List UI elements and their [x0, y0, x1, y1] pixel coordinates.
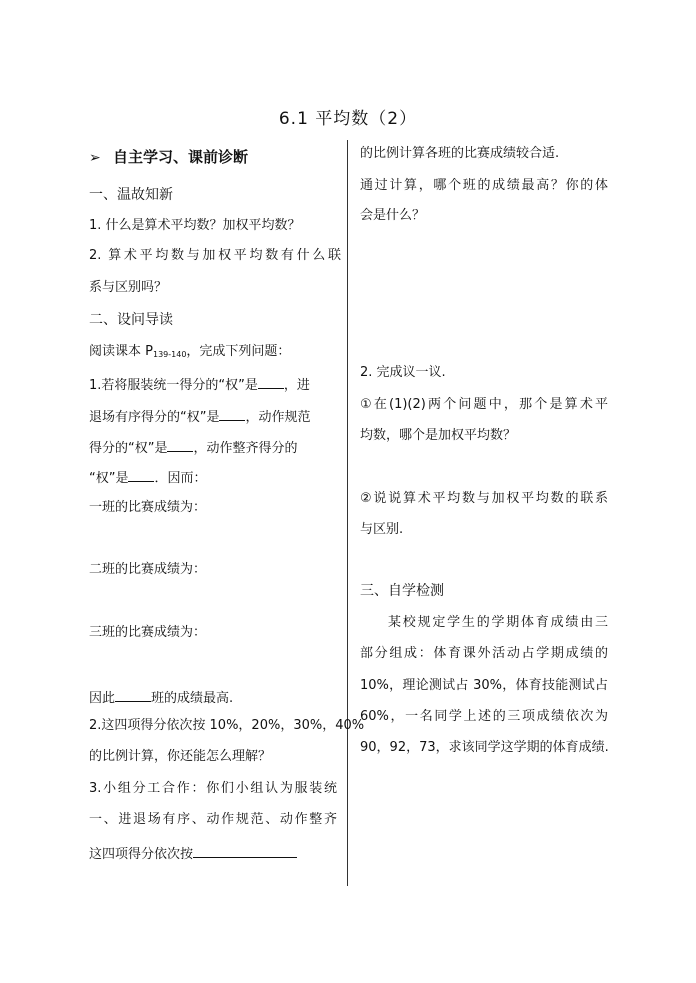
calc-question-line-1: 通过计算，哪个班的成绩最高？你的体 [360, 178, 608, 193]
blank-weight-standard[interactable] [167, 437, 193, 452]
subheading-self-test: 三、自学检测 [360, 583, 444, 599]
discussion-a-line-1: ①在(1)(2)两个问题中，那个是算术平 [360, 397, 608, 412]
reading-instruction: 阅读课本 $P_{139-140}$，完成下列问题： [89, 344, 291, 359]
problem-1-line-3: 得分的“权”是 ，动作整齐得分的 [89, 437, 298, 458]
class-2-score: 二班的比赛成绩为： [89, 562, 207, 577]
problem-1-line-4: “权”是 ．因而： [89, 467, 207, 488]
test-line-3: 10%，理论测试占 30%，体育技能测试占 [360, 678, 608, 693]
conclusion-line: 因此 班的成绩最高. [89, 687, 233, 708]
page-title: 6.1 平均数（2） [278, 109, 418, 129]
test-line-5: 90，92，73，求该同学这学期的体育成绩. [360, 740, 609, 755]
class-1-score: 一班的比赛成绩为： [89, 500, 207, 515]
test-line-4: 60%，一名同学上述的三项成绩依次为 [360, 709, 608, 724]
arrow-bullet-icon: ➢ [89, 150, 101, 166]
blank-ratio[interactable] [193, 843, 297, 858]
discussion-a-line-2: 均数，哪个是加权平均数？ [360, 428, 517, 443]
problem-2-line-2: 的比例计算，你还能怎么理解？ [89, 749, 272, 764]
discussion-b-line-2: 与区别. [360, 522, 404, 537]
question-1: 1. 什么是算术平均数？加权平均数？ [89, 218, 301, 233]
problem-2-line-1: 2.这四项得分依次按 10%，20%，30%，40% [89, 718, 365, 733]
problem-3-line-1: 3.小组分工合作：你们小组认为服装统 [89, 781, 337, 796]
test-line-2: 部分组成：体育课外活动占学期成绩的 [360, 646, 608, 661]
subheading-guided-reading: 二、设问导读 [89, 312, 173, 328]
test-line-1: 某校规定学生的学期体育成绩由三 [388, 615, 608, 630]
question-2-line-1: 2. 算术平均数与加权平均数有什么联 [89, 248, 341, 263]
problem-3-line-2: 一、进退场有序、动作规范、动作整齐 [89, 812, 337, 827]
blank-weight-uniform[interactable] [258, 374, 284, 389]
blank-weight-neat[interactable] [128, 467, 154, 482]
problem-1-line-2: 退场有序得分的“权”是 ，动作规范 [89, 406, 311, 427]
calc-question-line-2: 会是什么？ [360, 208, 426, 223]
problem-3-line-3: 这四项得分依次按 [89, 843, 297, 864]
problem-1-line-1: 1.若将服装统一得分的“权”是 ，进 [89, 374, 310, 395]
column-divider [347, 140, 348, 886]
ratio-continuation: 的比例计算各班的比赛成绩较合适. [360, 146, 560, 161]
question-2-line-2: 系与区别吗？ [89, 280, 168, 295]
subheading-review: 一、温故知新 [89, 187, 173, 203]
discussion-b-line-1: ②说说算术平均数与加权平均数的联系 [360, 491, 608, 506]
blank-best-class[interactable] [115, 687, 151, 702]
section-heading-self-study: ➢ 自主学习、课前诊断 [89, 148, 249, 166]
class-3-score: 三班的比赛成绩为： [89, 625, 207, 640]
discussion-task: 2. 完成议一议. [360, 365, 446, 380]
blank-weight-entry[interactable] [219, 406, 245, 421]
